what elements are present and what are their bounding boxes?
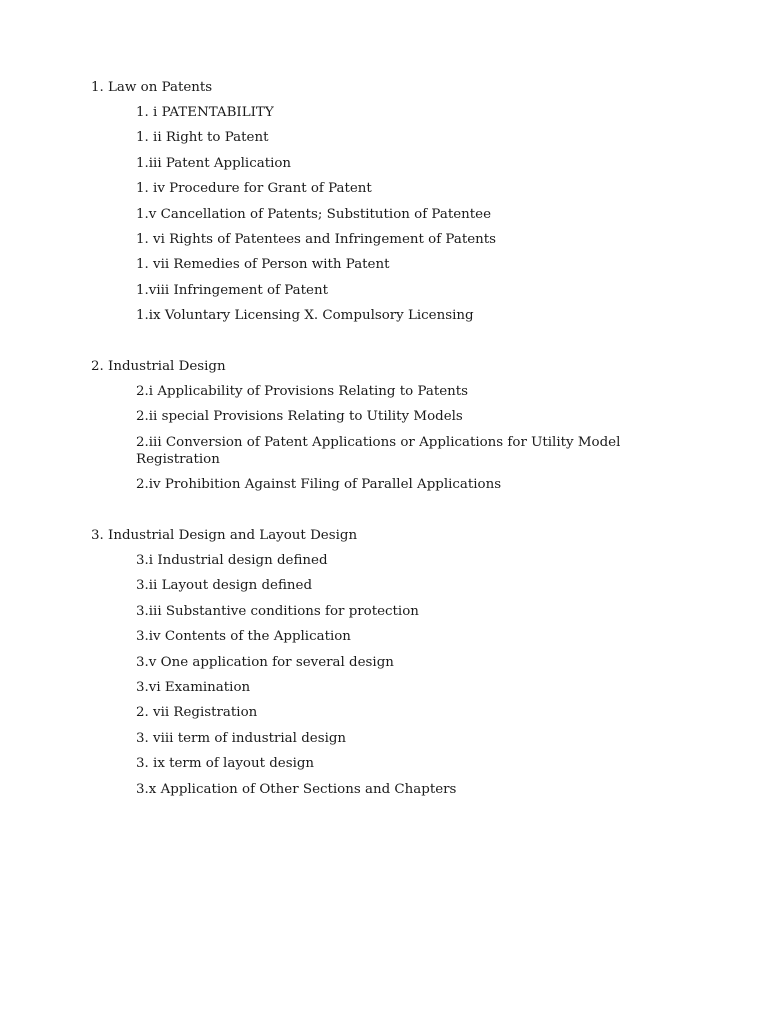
section-heading: 1. Law on Patents [91, 80, 213, 95]
list-item: 3.iv Contents of the Application [136, 629, 351, 644]
list-item: 1. ii Right to Patent [136, 130, 269, 145]
list-item: 3. ix term of layout design [136, 756, 315, 771]
list-item: 1. iv Procedure for Grant of Patent [136, 181, 372, 196]
list-item: 3.v One application for several design [136, 655, 394, 670]
list-item: 1.iii Patent Application [136, 156, 292, 171]
list-item: 3.ii Layout design defined [136, 578, 313, 593]
list-item: 1.v Cancellation of Patents; Substitution of Patentee [136, 207, 491, 222]
list-item: 1. vii Remedies of Person with Patent [136, 257, 390, 272]
list-item: 2.ii special Provisions Relating to Utility Models [136, 409, 463, 424]
list-item: 3.i Industrial design defined [136, 553, 328, 568]
list-item: 3.x Application of Other Sections and Chapters [136, 782, 457, 797]
list-item: 1.ix Voluntary Licensing X. Compulsory Licensing [136, 308, 474, 323]
list-item: 1. i PATENTABILITY [136, 105, 274, 120]
list-item: 1. vi Rights of Patentees and Infringement of Patents [136, 232, 497, 247]
list-item: 1.viii Infringement of Patent [136, 283, 328, 298]
list-item: 2.iii Conversion of Patent Applications or Applications for Utility Model Registration [136, 435, 621, 467]
section-heading: 3. Industrial Design and Layout Design [91, 528, 358, 543]
list-item: 3.vi Examination [136, 680, 251, 695]
list-item: 2.i Applicability of Provisions Relating to Patents [136, 384, 469, 399]
list-item: 3. viii term of industrial design [136, 731, 347, 746]
list-item: 2.iv Prohibition Against Filing of Parallel Applications [136, 477, 502, 492]
section-heading: 2. Industrial Design [91, 359, 226, 374]
list-item: 2. vii Registration [136, 705, 258, 720]
list-item: 3.iii Substantive conditions for protection [136, 604, 419, 619]
